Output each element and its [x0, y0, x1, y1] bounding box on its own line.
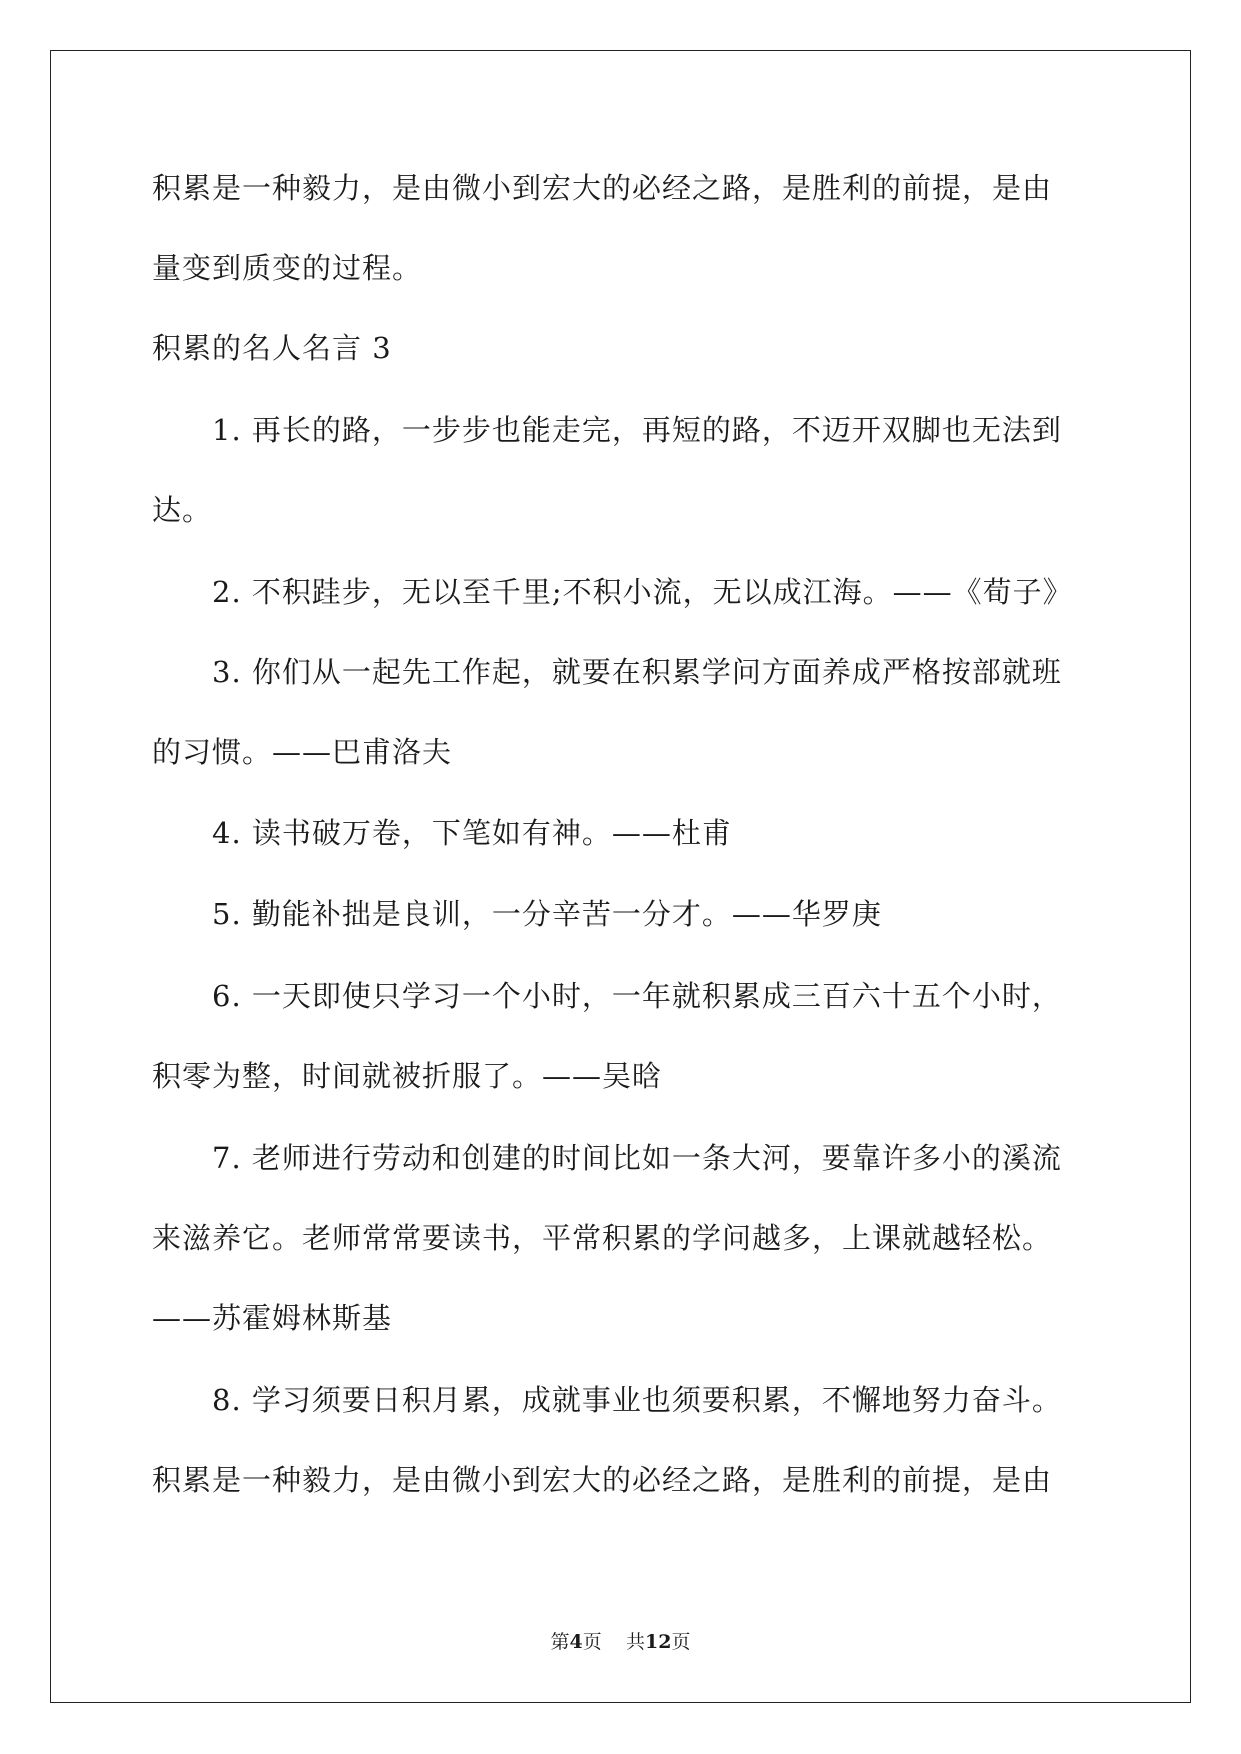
- text-line: 量变到质变的过程。: [152, 251, 423, 285]
- quote-item: 3. 你们从一起先工作起，就要在积累学问方面养成严格按部就班: [212, 655, 1062, 689]
- current-page-number: 4: [569, 1631, 583, 1653]
- text-line: 积零为整，时间就被折服了。——吴晗: [152, 1059, 663, 1093]
- quote-item: 4. 读书破万卷，下笔如有神。——杜甫: [212, 816, 732, 850]
- quote-item: 6. 一天即使只学习一个小时，一年就积累成三百六十五个小时，: [212, 979, 1062, 1013]
- text-line: 积累是一种毅力，是由微小到宏大的必经之路，是胜利的前提，是由: [152, 171, 1053, 205]
- text-line: 达。: [152, 493, 213, 527]
- text-line: 的习惯。——巴甫洛夫: [152, 735, 453, 769]
- footer-page-suffix: 页: [582, 1631, 602, 1653]
- footer-total-suffix: 页: [671, 1631, 691, 1653]
- quote-item: 7. 老师进行劳动和创建的时间比如一条大河，要靠许多小的溪流: [212, 1141, 1062, 1175]
- quote-item: 8. 学习须要日积月累，成就事业也须要积累，不懈地努力奋斗。: [212, 1383, 1062, 1417]
- page-border: [50, 50, 1191, 1703]
- text-line: 来滋养它。老师常常要读书，平常积累的学问越多，上课就越轻松。: [152, 1221, 1053, 1255]
- quote-item: 1. 再长的路，一步步也能走完，再短的路，不迈开双脚也无法到: [212, 413, 1062, 447]
- quote-item: 2. 不积跬步，无以至千里;不积小流，无以成江海。——《荀子》: [212, 575, 1073, 609]
- section-heading: 积累的名人名言 3: [152, 331, 392, 365]
- page-footer: [0, 1630, 1241, 1654]
- total-pages-number: 12: [644, 1631, 672, 1653]
- footer-total-prefix: 共: [625, 1631, 645, 1653]
- text-line: 积累是一种毅力，是由微小到宏大的必经之路，是胜利的前提，是由: [152, 1463, 1053, 1497]
- footer-prefix: 第: [550, 1631, 570, 1653]
- quote-item: 5. 勤能补拙是良训，一分辛苦一分才。——华罗庚: [212, 897, 882, 931]
- text-line: ——苏霍姆林斯基: [152, 1301, 393, 1335]
